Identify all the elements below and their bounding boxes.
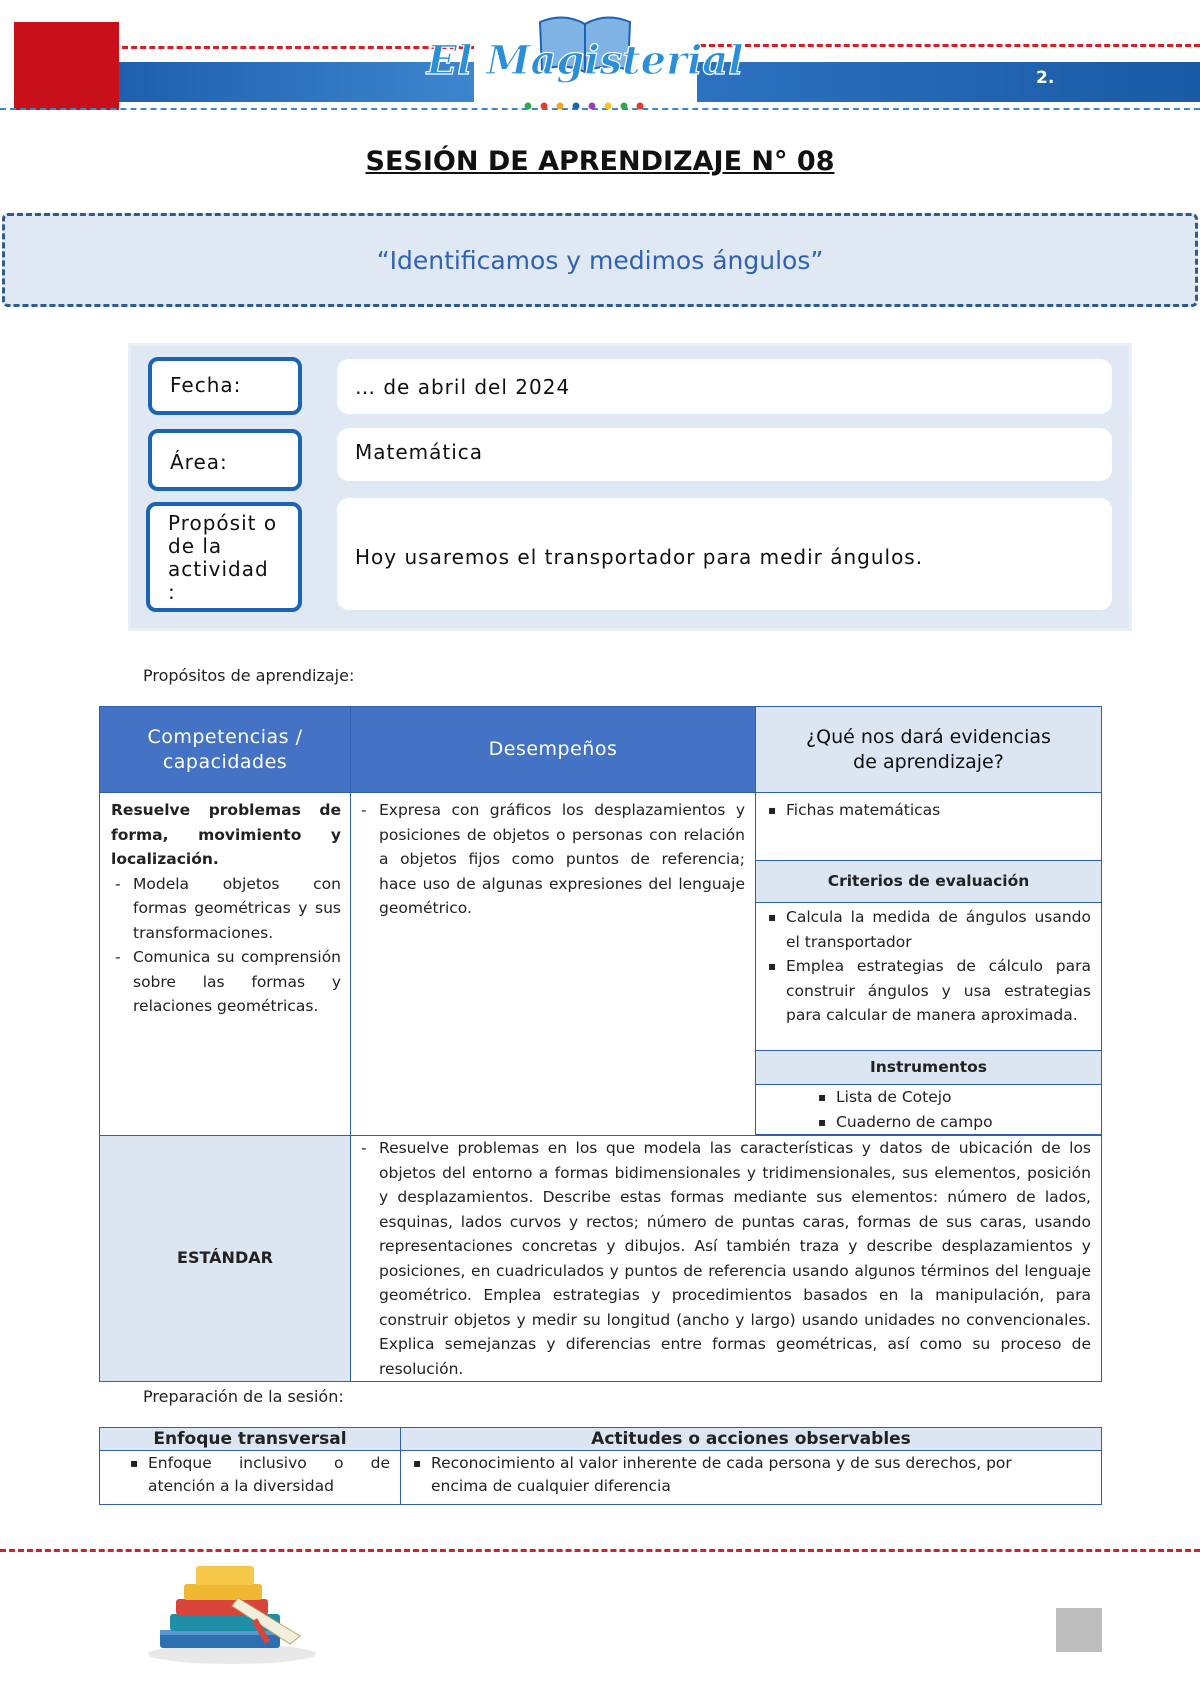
footer-grey-block xyxy=(1056,1608,1102,1652)
instrumentos-cell xyxy=(756,1085,1102,1135)
session-subtitle: “Identificamos y medimos ángulos” xyxy=(376,245,824,275)
instrumentos-list xyxy=(810,1085,1091,1134)
learning-purposes-table xyxy=(99,706,1102,1382)
actitud-list xyxy=(405,1452,1071,1498)
competencias-cell xyxy=(100,793,351,1136)
header-evidencias xyxy=(756,707,1102,793)
header-competencias xyxy=(100,707,351,793)
enfoque-item: ▪ Enfoque inclusivo o de atención a la diversidad xyxy=(122,1452,390,1498)
fecha-value-box xyxy=(337,359,1112,414)
desempenos-cell xyxy=(351,793,756,1136)
fecha-value: … de abril del 2024 xyxy=(355,374,571,399)
area-label: Área: xyxy=(170,450,228,474)
header-competencias-line: capacidades xyxy=(162,750,288,773)
el-magisterial-logo xyxy=(426,8,744,116)
prep-actitud-cell xyxy=(401,1451,1102,1505)
proposito-value: Hoy usaremos el transportador para medir ángulos. xyxy=(355,545,924,569)
header-competencias-line: Competencias / xyxy=(147,725,303,748)
capacidad-item: - Comunica su comprensión sobre las formas y relaciones geométricas. xyxy=(111,945,341,1019)
instrumento-item: ▪ Cuaderno de campo xyxy=(810,1110,1091,1135)
preparation-table xyxy=(99,1427,1102,1505)
capacidades-list xyxy=(111,872,341,1019)
criterio-item: ▪ Emplea estrategias de cálculo para construir ángulos y usa estrategias para calcular de manera aproximada. xyxy=(760,954,1091,1028)
area-label-box xyxy=(148,429,302,491)
criterios-list xyxy=(760,905,1091,1028)
estandar-list xyxy=(357,1136,1091,1381)
criterios-cell xyxy=(756,903,1102,1051)
page-number: 2. xyxy=(1036,68,1055,88)
header-desempenos: Desempeños xyxy=(351,707,756,793)
proposito-value-box xyxy=(337,498,1112,610)
evidencia-item: ▪ Fichas matemáticas xyxy=(760,798,1091,823)
instrumentos-header: Instrumentos xyxy=(756,1051,1102,1085)
fecha-label: Fecha: xyxy=(170,373,242,397)
desempeno-item: - Expresa con gráficos los desplazamientos y posiciones de objetos o personas con relación a objetos fijos como puntos de referencia; hace uso de algunas expresiones del lenguaje geométrico. xyxy=(357,798,745,921)
estandar-cell xyxy=(351,1136,1102,1382)
criterios-header: Criterios de evaluación xyxy=(756,861,1102,903)
desempenos-list xyxy=(357,798,745,921)
area-value: Matemática xyxy=(355,440,484,464)
subtitle-box xyxy=(2,213,1198,307)
learning-purposes-label: Propósitos de aprendizaje: xyxy=(143,666,355,685)
evidencias-cell xyxy=(756,793,1102,861)
competencia-title: Resuelve problemas de forma, movimiento y localización. xyxy=(111,801,341,868)
proposito-label-line: : xyxy=(168,580,176,604)
proposito-label-line: de la xyxy=(168,534,223,558)
footer-dashed-line xyxy=(0,1549,1200,1552)
actitud-item: ▪ Reconocimiento al valor inherente de cada persona y de sus derechos, por encima de cualquier diferencia xyxy=(405,1452,1071,1498)
prep-header-enfoque: Enfoque transversal xyxy=(100,1428,401,1451)
svg-text:El Magisterial: El Magisterial xyxy=(426,37,744,84)
area-value-box xyxy=(337,428,1112,481)
header-evidencias-line: de aprendizaje? xyxy=(853,750,1004,773)
header-dashed-line-right xyxy=(700,44,1200,47)
estandar-label: ESTÁNDAR xyxy=(100,1136,351,1382)
enfoque-list xyxy=(122,1452,390,1498)
preparation-label: Preparación de la sesión: xyxy=(143,1387,344,1406)
fecha-label-box xyxy=(148,357,302,415)
page-title: SESIÓN DE APRENDIZAJE N° 08 xyxy=(365,146,835,177)
prep-enfoque-cell xyxy=(100,1451,401,1505)
instrumento-item: ▪ Lista de Cotejo xyxy=(810,1085,1091,1110)
header-red-block xyxy=(14,22,119,110)
criterio-item: ▪ Calcula la medida de ángulos usando el transportador xyxy=(760,905,1091,954)
prep-header-actitudes: Actitudes o acciones observables xyxy=(401,1428,1102,1451)
proposito-label-line: Propósit o xyxy=(168,511,278,535)
estandar-text: - Resuelve problemas en los que modela las características y datos de ubicación de los objetos del entorno a formas bidimensionales y tridimensionales, sus elementos, posición y desplazamientos. Describe estas formas mediante sus elementos: número de lados, esquinas, lados curvos y rectos; número de puntas caras, formas de sus caras, usando representaciones concretas y dibujos. Así también traza y describe desplazamientos y posiciones, en cuadriculados y puntos de referencia usando algunos términos del lenguaje geométrico. Emplea estrategias y procedimientos basados en la manipulación, para construir objetos y medir su longitud (ancho y largo) usando unidades no convencionales. Explica semejanzas y diferencias entre formas geométricas, así como su proceso de resolución. xyxy=(357,1136,1091,1381)
header-dashed-line-left xyxy=(122,46,474,49)
books-illustration xyxy=(140,1558,320,1668)
header-blue-bar-right xyxy=(697,62,1200,102)
proposito-label-line: actividad xyxy=(168,557,269,581)
header-blue-bar-left xyxy=(119,62,474,102)
header-evidencias-line: ¿Qué nos dará evidencias xyxy=(806,725,1051,748)
capacidad-item: - Modela objetos con formas geométricas y sus transformaciones. xyxy=(111,872,341,946)
proposito-label-box xyxy=(146,502,302,612)
evidencias-list xyxy=(760,798,1091,823)
